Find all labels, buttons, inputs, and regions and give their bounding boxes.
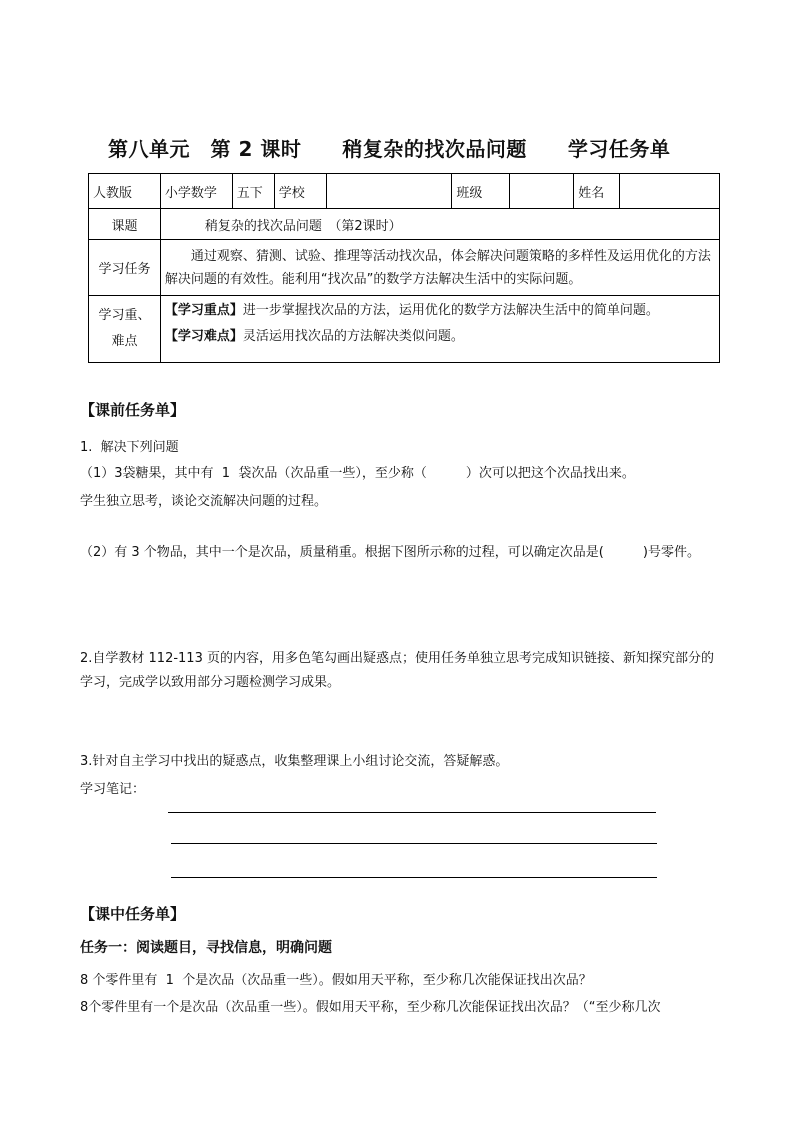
subject-cell: 小学数学 <box>160 174 232 209</box>
question-2: （2）有 3 个物品，其中一个是次品，质量稍重。根据下图所示称的过程，可以确定次品是( )号零件。 <box>80 545 700 560</box>
pre-class-heading: 【课前任务单】 <box>80 401 186 419</box>
grade-cell: 五下 <box>232 174 274 209</box>
key-point-tag: 【学习重点】 <box>164 303 243 318</box>
key-point-text: 进一步掌握找次品的方法，运用优化的数学方法解决生活中的简单问题。 <box>242 303 659 318</box>
task-label: 学习任务 <box>89 240 161 296</box>
difficult-point-tag: 【学习难点】 <box>164 329 243 344</box>
school-field[interactable] <box>326 174 452 209</box>
class-label: 班级 <box>452 174 510 209</box>
school-label: 学校 <box>274 174 326 209</box>
task-1-line-1: 8 个零件里有 1 个是次品（次品重一些）。假如用天平称，至少称几次能保证找出次品？ <box>80 973 592 988</box>
difficult-point-text: 灵活运用找次品的方法解决类似问题。 <box>242 329 464 344</box>
key-points-label: 学习重、 难点 <box>89 296 161 363</box>
notes-label: 学习笔记： <box>80 782 146 797</box>
class-field[interactable] <box>510 174 574 209</box>
name-field[interactable] <box>620 174 720 209</box>
notes-line[interactable] <box>171 877 657 878</box>
table-row <box>89 296 720 363</box>
item-3: 3.针对自主学习中找出的疑惑点，收集整理课上小组讨论交流，答疑解惑。 <box>80 754 509 769</box>
name-label: 姓名 <box>574 174 620 209</box>
item1-title: 1. 解决下列问题 <box>80 440 179 455</box>
table-row <box>89 209 720 240</box>
item-2: 2.自学教材 112-113 页的内容，用多色笔勾画出疑惑点；使用任务单独立思考完成知识链接、新知探究部分的学习，完成学以致用部分习题检测学习成果。 <box>80 651 714 690</box>
task-1-heading: 任务一：阅读题目，寻找信息，明确问题 <box>80 940 332 956</box>
notes-line[interactable] <box>171 843 657 844</box>
key-points-value <box>160 296 719 363</box>
topic-value: 稍复杂的找次品问题 （第2课时） <box>160 209 719 240</box>
question-1-note: 学生独立思考，谈论交流解决问题的过程。 <box>80 494 328 509</box>
table-row <box>89 174 720 209</box>
task-value: 通过观察、猜测、试验、推理等活动找次品，体会解决问题策略的多样性及运用优化的方法解决问题的有效性。能利用“找次品”的数学方法解决生活中的实际问题。 <box>160 240 719 296</box>
in-class-heading: 【课中任务单】 <box>80 905 186 923</box>
notes-line[interactable] <box>168 812 656 813</box>
topic-label: 课题 <box>89 209 161 240</box>
table-row <box>89 240 720 296</box>
page-title: 第八单元 第 2 课时 稍复杂的找次品问题 学习任务单 <box>108 137 671 161</box>
info-table <box>88 173 720 363</box>
publisher-cell: 人教版 <box>89 174 161 209</box>
task-1-line-2: 8个零件里有一个是次品（次品重一些）。假如用天平称，至少称几次能保证找出次品？（“至少称几次 <box>80 1000 661 1015</box>
question-1: （1）3袋糖果，其中有 1 袋次品（次品重一些），至少称（ ）次可以把这个次品找出来。 <box>80 466 635 481</box>
